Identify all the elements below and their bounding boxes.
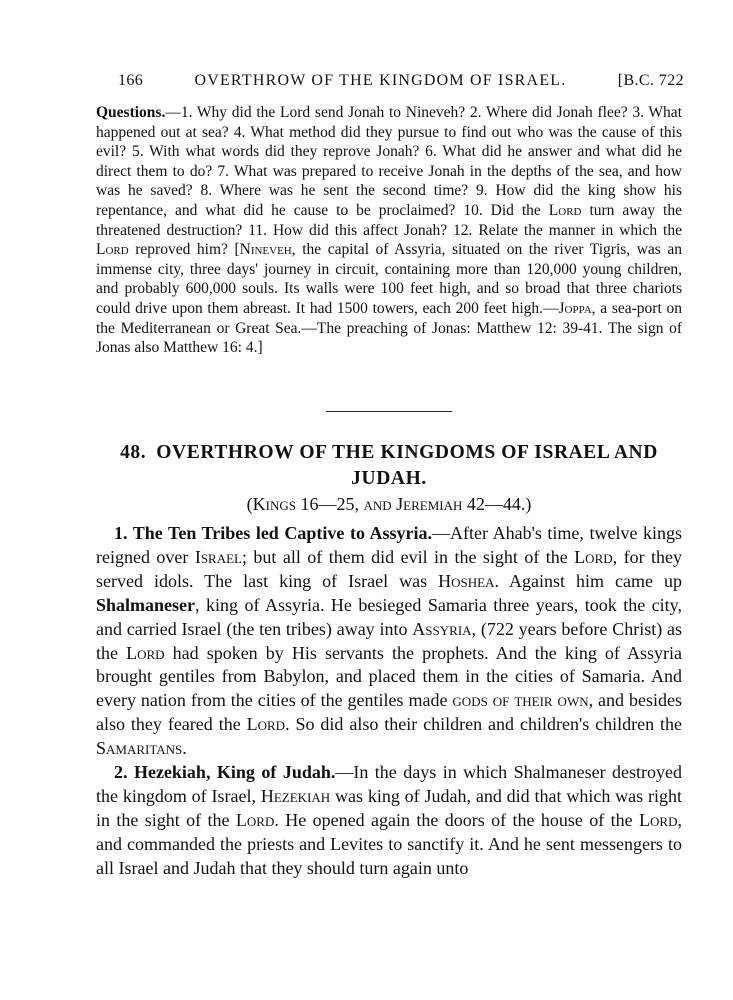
questions-paragraph (96, 103, 682, 358)
questions-block (96, 103, 682, 358)
lesson-number: 48. (120, 442, 147, 463)
lord-smallcaps: Lord (126, 642, 165, 663)
section-2-text: , and commanded the priests and Levites to sanctify it. And he sent messengers to all Israel and Judah that they should turn again unto (96, 809, 682, 878)
section-1-text: , (722 years before Christ) as the (96, 618, 683, 663)
lord-smallcaps: Lord (548, 201, 582, 219)
page-number: 166 (118, 72, 144, 89)
running-head (118, 72, 684, 90)
lord-smallcaps: Lord (574, 546, 613, 567)
lesson-heading (96, 440, 682, 492)
section-1-text: , for they served idols. The last king of Israel was (96, 546, 682, 591)
running-date: [B.C. 722 (617, 72, 684, 89)
lesson-title: OVERTHROW OF THE KINGDOMS OF ISRAEL AND JUDAH. (156, 442, 658, 489)
section-1-paragraph (96, 522, 682, 761)
lord-smallcaps: Lord (96, 241, 129, 259)
note-joppa: Joppa (558, 299, 592, 317)
references-text: (Kings 16—25, and Jeremiah 42—44.) (246, 494, 532, 514)
lesson-body (96, 522, 682, 881)
section-1-text: —After Ahab's time, twelve kings reigned over (96, 523, 683, 567)
gods-smallcaps: gods of their own (452, 690, 589, 711)
section-1-text: . (182, 738, 187, 759)
section-1-text: had spoken by His servants the prophets. And the king of Assyria brought gentiles from Babylon, and placed them in the cities of Samaria. And every nation from the cities of the gentiles made (96, 642, 682, 711)
assyria-smallcaps: Assyria (412, 618, 472, 639)
israel-smallcaps: Israel (194, 546, 242, 567)
running-title: OVERTHROW OF THE KINGDOM OF ISRAEL. (194, 72, 567, 89)
section-1-text: , king of Assyria. He besieged Samaria three years, took the city, and carried Israel (the ten tribes) away into (96, 594, 682, 639)
note-text-1: , the capital of Assyria, situated on the river Tigris, was an immense city, three days' journey in circuit, containing more than 120,000 young children, and probably 600,000 souls. Its walls were 100 feet high, and so broad that three chariots could drive upon them abreast. It had 1500 towers, each 200 feet high.— (96, 241, 683, 317)
section-1-text: , and besides also they feared the (96, 690, 682, 735)
lord-smallcaps: Lord (246, 714, 286, 735)
shalmaneser-bold: Shalmaneser (96, 594, 195, 615)
note-text-2: , a sea-port on the Mediterranean or Great Sea.—The preaching of Jonas: Matthew 12: 39-41. The sign of Jonas also Matthew 16: 4.] (96, 299, 682, 357)
section-2-paragraph (96, 761, 682, 881)
hoshea-smallcaps: Hoshea (438, 570, 495, 591)
questions-text: —1. Why did the Lord send Jonah to Nineveh? 2. Where did Jonah flee? 3. What happened out at sea? 4. What method did they pursue to find out who was the cause of this evil? 5. With what words did they reprove Jonah? 6. What did he answer and what did he direct them to do? 7. What was prepared to receive Jonah in the depths of the sea, and how was he saved? 8. Where was he sent the second time? 9. How did the king show his repentance, and what did he cause to be proclaimed? 10. Did the (96, 104, 682, 219)
lesson-references (96, 494, 682, 515)
section-divider (326, 411, 452, 412)
section-2-heading: 2. Hezekiah, King of Judah. (114, 762, 336, 783)
questions-text-2: turn away the threatened destruction? 11. How did this affect Jonah? 12. Relate the manner in which the (96, 201, 682, 239)
hezekiah-smallcaps: Hezekiah (260, 785, 331, 806)
lord-smallcaps: Lord (235, 809, 275, 830)
section-1-heading: 1. The Ten Tribes led Captive to Assyria. (114, 523, 433, 543)
note-open-bracket: [ (234, 241, 240, 259)
questions-text-3: reproved him? (128, 241, 228, 259)
section-2-text: —In the days in which Shalmaneser destroyed the kingdom of Israel, (96, 762, 683, 806)
section-1-text: . Against him came up (494, 570, 682, 591)
section-1-text: ; but all of them did evil in the sight of the (242, 546, 575, 567)
questions-heading: Questions. (96, 104, 166, 121)
section-2-text: was king of Judah, and did that which was right in the sight of the (96, 785, 682, 830)
lord-smallcaps: Lord (639, 809, 678, 830)
samaritans-smallcaps: Samaritans (96, 738, 183, 759)
section-1-text: . So did also their children and children's children the (285, 714, 682, 735)
note-nineveh: Nineveh (239, 241, 292, 259)
section-2-text: . He opened again the doors of the house of the (274, 809, 640, 830)
